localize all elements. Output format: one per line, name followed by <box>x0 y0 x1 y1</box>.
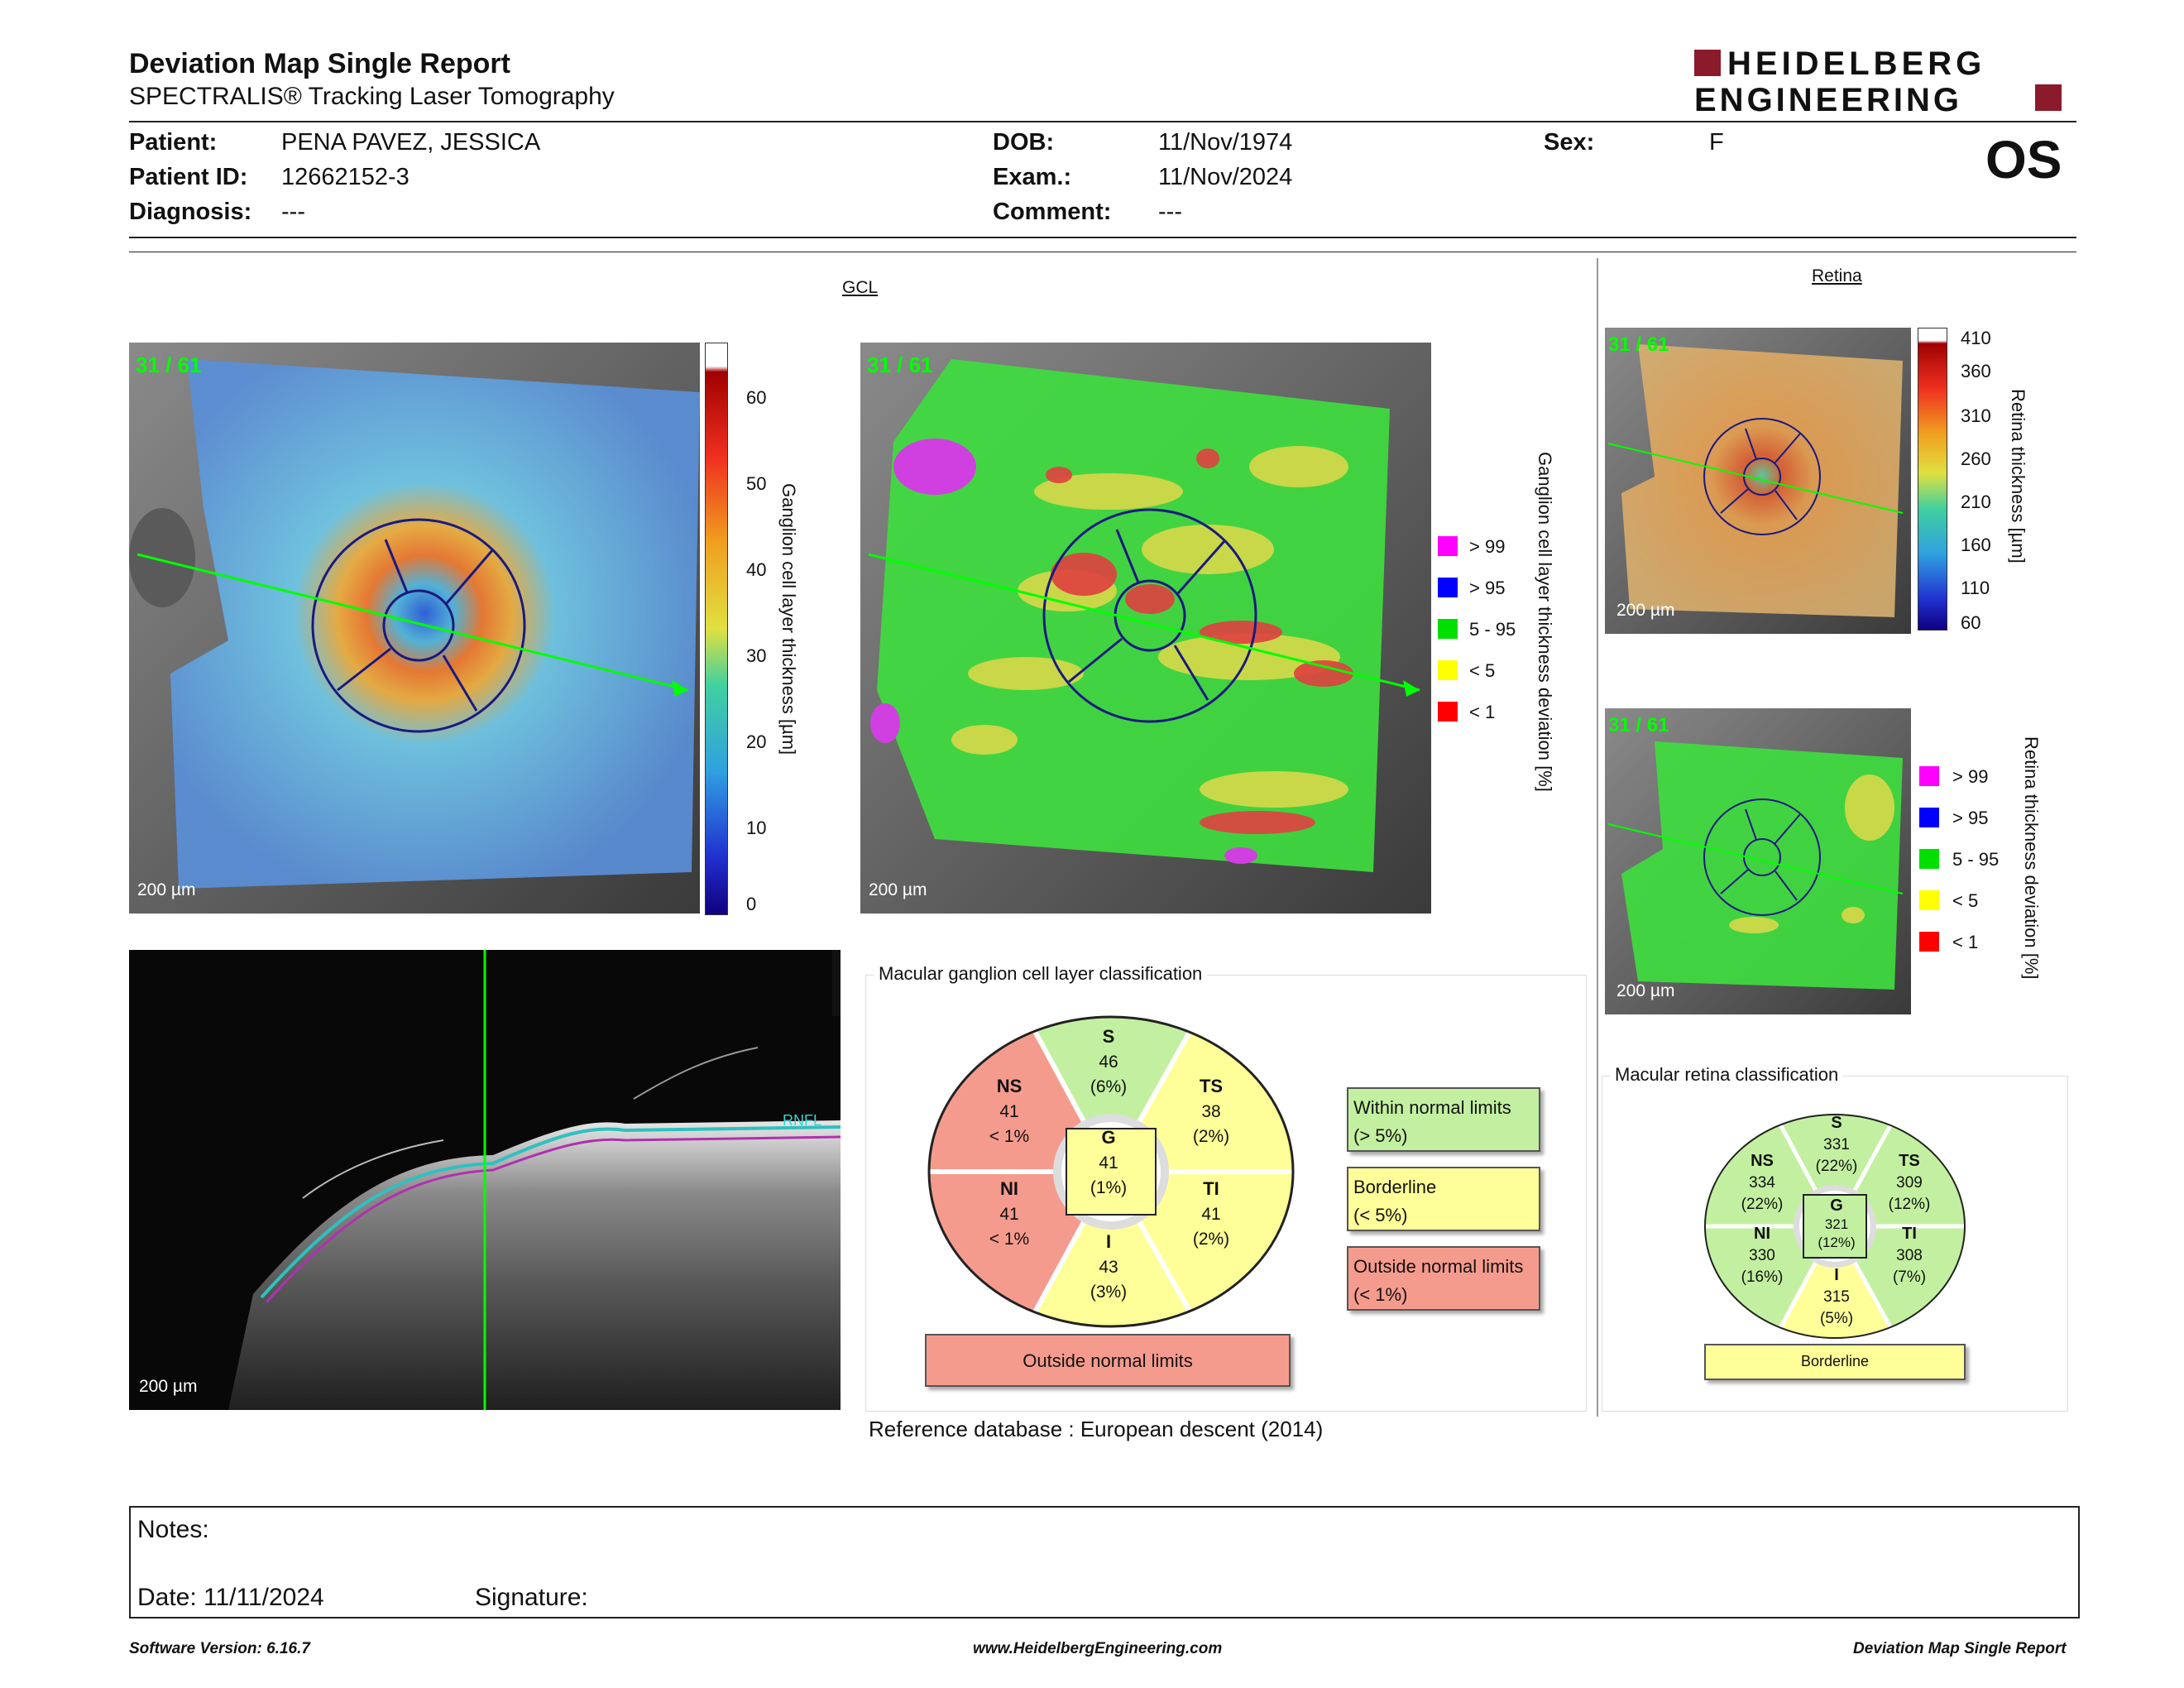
software-version: Software Version: 6.16.7 <box>129 1640 310 1657</box>
legend-swatch <box>1919 766 1939 786</box>
legend-label: 5 - 95 <box>1952 849 2000 870</box>
gcl-tick: 0 <box>746 894 757 914</box>
gcl-classification-result: Outside normal limits <box>925 1334 1291 1387</box>
svg-text:31 / 61: 31 / 61 <box>1608 714 1669 736</box>
retina-tick: 210 <box>1961 492 1991 512</box>
gcl-tick: 20 <box>746 731 767 752</box>
diagnosis-value: --- <box>281 199 305 225</box>
gcl-deviation-map <box>860 343 1431 914</box>
report-title: Deviation Map Single Report <box>129 48 510 79</box>
notes-signature: Signature: <box>475 1584 588 1611</box>
legend-label: > 99 <box>1952 766 1989 787</box>
oct-bscan-image <box>129 950 841 1410</box>
gcl-sector-i: I 43 (3%) <box>1090 1231 1128 1302</box>
dob-label: DOB: <box>993 129 1055 156</box>
gcl-sector-s: S 46 (6%) <box>1090 1026 1128 1096</box>
gcl-thickness-scale: 200 µm <box>137 880 196 899</box>
notes-label: Notes: <box>137 1516 209 1543</box>
sex-label: Sex: <box>1544 129 1595 156</box>
notes-date: Date: 11/11/2024 <box>137 1584 324 1611</box>
svg-text:31 / 61: 31 / 61 <box>136 352 202 377</box>
retina-tick: 60 <box>1961 612 1981 633</box>
retina-sector-g: G 321 (12%) <box>1818 1196 1856 1250</box>
retina-deviation-map <box>1605 708 1911 1014</box>
retina-thickness-colorbar <box>1918 328 1947 631</box>
gcl-thickness-colorbar <box>705 343 728 915</box>
legend-label: < 1 <box>1469 702 1496 722</box>
sex-value: F <box>1709 129 1724 156</box>
reference-database: Reference database : European descent (2014) <box>869 1417 1324 1441</box>
exam-label: Exam.: <box>993 164 1072 190</box>
comment-value: --- <box>1158 199 1182 225</box>
retina-sector-s: S 331 (22%) <box>1815 1114 1858 1175</box>
bscan-scale: 200 µm <box>139 1377 198 1396</box>
legend-outside-normal: Outside normal limits (< 1%) <box>1347 1246 1540 1311</box>
retina-section-label: Retina <box>1812 266 1862 285</box>
legend-swatch <box>1438 536 1458 556</box>
gcl-tick: 30 <box>746 645 767 666</box>
legend-label: > 95 <box>1469 578 1506 598</box>
notes-box[interactable] <box>129 1506 2080 1618</box>
retina-deviation-axis-label: Retina thickness deviation [%] <box>2021 736 2042 980</box>
eye-laterality: OS <box>1985 130 2062 189</box>
legend-label: < 1 <box>1952 932 1979 952</box>
legend-label: > 95 <box>1952 808 1989 828</box>
retina-tick: 360 <box>1961 361 1991 381</box>
legend-swatch <box>1919 890 1939 910</box>
retina-tick: 260 <box>1961 448 1991 469</box>
exam-value: 11/Nov/2024 <box>1158 164 1293 190</box>
retina-sector-ti: TI 308 (7%) <box>1892 1225 1927 1286</box>
gcl-sector-g: G 41 (1%) <box>1090 1127 1128 1197</box>
heidelberg-logo <box>1688 46 2068 116</box>
legend-swatch <box>1919 932 1939 952</box>
comment-label: Comment: <box>993 199 1112 225</box>
patient-label: Patient: <box>129 129 218 156</box>
gcl-sector-ns: NS 41 < 1% <box>989 1076 1030 1146</box>
retina-tick: 110 <box>1961 578 1990 598</box>
svg-text:HEIDELBERG: HEIDELBERG <box>1727 46 1986 82</box>
retina-tick: 410 <box>1961 328 1991 348</box>
retina-sector-ni: NI 330 (16%) <box>1741 1225 1784 1286</box>
gcl-sector-ts: TS 38 (2%) <box>1192 1076 1230 1146</box>
retina-thickness-axis-label: Retina thickness [µm] <box>2008 389 2028 563</box>
gcl-thickness-axis-label: Ganglion cell layer thickness [µm] <box>778 483 799 755</box>
svg-text:RNFL: RNFL <box>783 1112 822 1129</box>
legend-borderline: Borderline (< 5%) <box>1347 1167 1540 1231</box>
gcl-tick: 60 <box>746 387 767 408</box>
svg-text:31 / 61: 31 / 61 <box>867 352 933 377</box>
retina-classification-result: Borderline <box>1704 1344 1966 1380</box>
legend-swatch <box>1438 660 1458 680</box>
diagnosis-label: Diagnosis: <box>129 199 252 225</box>
retina-sector-ns: NS 334 (22%) <box>1741 1152 1784 1213</box>
retina-sector-ts: TS 309 (12%) <box>1888 1152 1931 1213</box>
legend-label: < 5 <box>1469 660 1496 681</box>
gcl-deviation-scale: 200 µm <box>869 880 927 899</box>
gcl-tick: 10 <box>746 818 767 838</box>
patient-name: PENA PAVEZ, JESSICA <box>281 129 541 156</box>
legend-label: > 99 <box>1469 536 1506 557</box>
legend-swatch <box>1919 808 1939 827</box>
retina-tick: 160 <box>1961 535 1991 555</box>
retina-thickness-map <box>1605 328 1911 634</box>
legend-label: 5 - 95 <box>1469 619 1516 640</box>
retina-sector-i: I 315 (5%) <box>1819 1266 1854 1327</box>
svg-text:31 / 61: 31 / 61 <box>1608 333 1669 356</box>
patient-id: 12662152-3 <box>281 164 410 190</box>
legend-within-normal: Within normal limits (> 5%) <box>1347 1087 1540 1152</box>
legend-swatch <box>1919 849 1939 869</box>
legend-swatch <box>1438 702 1458 722</box>
gcl-tick: 40 <box>746 559 767 580</box>
patient-id-label: Patient ID: <box>129 164 248 190</box>
legend-swatch <box>1438 578 1458 597</box>
retina-thickness-scale: 200 µm <box>1616 601 1675 620</box>
gcl-thickness-map <box>129 343 700 914</box>
legend-swatch <box>1438 619 1458 639</box>
svg-text:ENGINEERING: ENGINEERING <box>1694 82 1963 116</box>
gcl-tick: 50 <box>746 473 767 494</box>
footer-report-name: Deviation Map Single Report <box>1853 1640 2067 1657</box>
retina-tick: 310 <box>1961 405 1991 426</box>
gcl-deviation-axis-label: Ganglion cell layer thickness deviation [%] <box>1535 452 1555 792</box>
website-link[interactable]: www.HeidelbergEngineering.com <box>973 1640 1223 1657</box>
retina-classification-title: Macular retina classification <box>1610 1064 1843 1086</box>
gcl-section-label: GCL <box>842 278 879 297</box>
gcl-classification-title: Macular ganglion cell layer classification <box>874 963 1207 985</box>
legend-label: < 5 <box>1952 890 1979 911</box>
retina-deviation-scale: 200 µm <box>1616 981 1675 1000</box>
gcl-sector-ti: TI 41 (2%) <box>1192 1178 1230 1249</box>
dob-value: 11/Nov/1974 <box>1158 129 1293 156</box>
gcl-sector-ni: NI 41 < 1% <box>989 1178 1030 1249</box>
report-subtitle: SPECTRALIS® Tracking Laser Tomography <box>129 83 615 110</box>
